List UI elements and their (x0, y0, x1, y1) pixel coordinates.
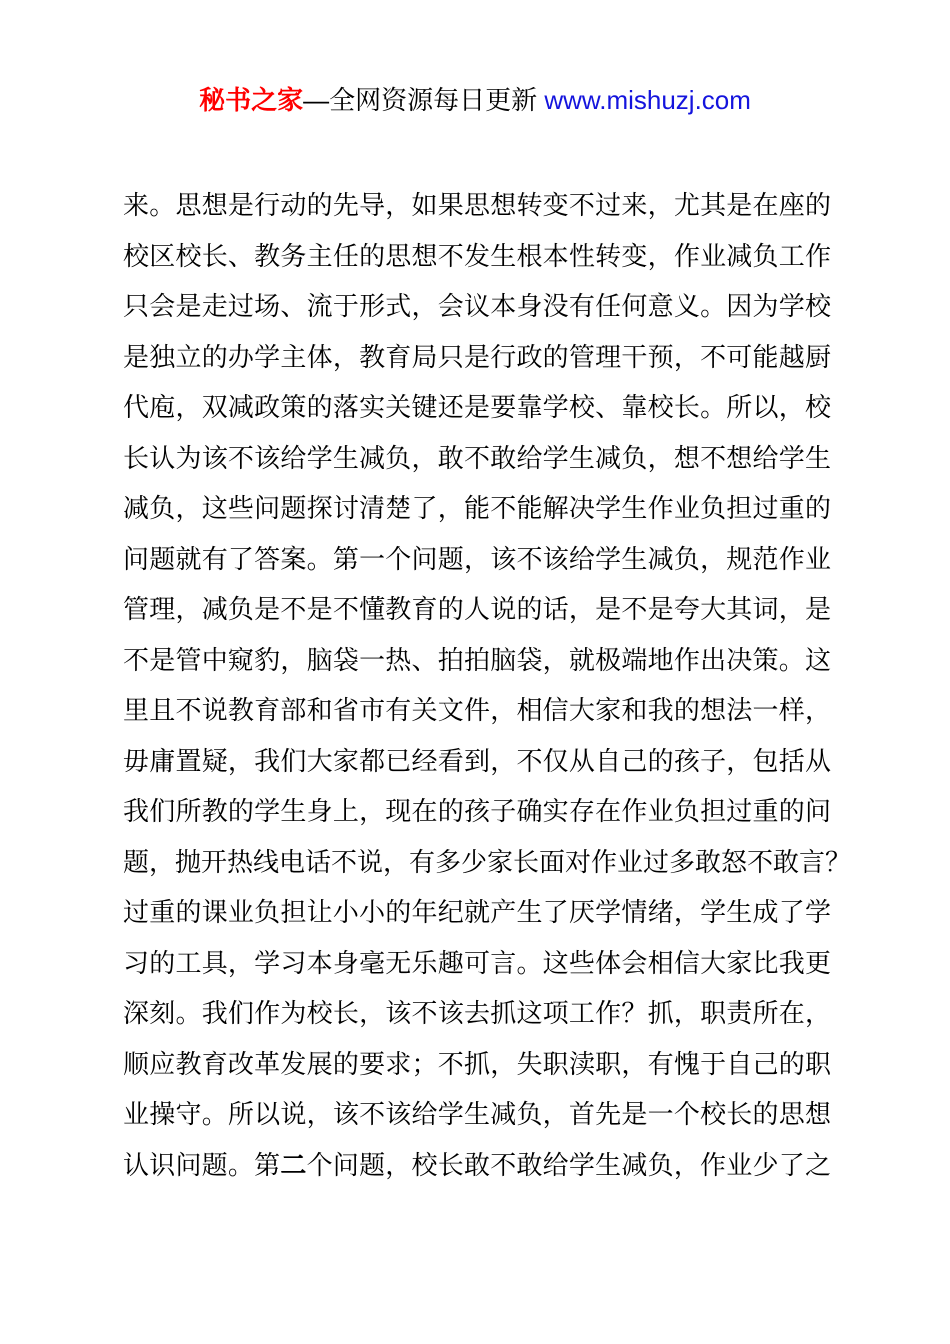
text-line: 业操守。所以说，该不该给学生减负，首先是一个校长的思想 (123, 1099, 831, 1129)
page-header (0, 82, 950, 118)
text-line: 代庖，双减政策的落实关键还是要靠学校、靠校长。所以，校 (123, 392, 831, 422)
site-brand: 秘书之家 (199, 85, 304, 115)
text-line: 毋庸置疑，我们大家都已经看到，不仅从自己的孩子，包括从 (123, 745, 831, 776)
text-line: 问题就有了答案。第一个问题，该不该给学生减负，规范作业 (123, 543, 831, 574)
text-line: 减负，这些问题探讨清楚了，能不能解决学生作业负担过重的 (123, 493, 831, 523)
text-line: 我们所教的学生身上，现在的孩子确实存在作业负担过重的问 (123, 796, 831, 826)
bold-text-segment: 二 (280, 1149, 307, 1180)
text-segment: 个问题，校长敢不敢给学生减负，作业少了之 (306, 1149, 831, 1180)
site-tagline: —全网资源每日更新 (303, 85, 545, 115)
text-line: 习的工具，学习本身毫无乐趣可言。这些体会相信大家比我更 (123, 947, 831, 978)
text-line (123, 1140, 831, 1191)
text-line: 长认为该不该给学生减负，敢不敢给学生减负，想不想给学生 (123, 442, 831, 473)
text-line: 只会是走过场、流于形式，会议本身没有任何意义。因为学校 (123, 291, 831, 321)
text-line: 管理，减负是不是不懂教育的人说的话，是不是夸大其词，是 (123, 594, 831, 624)
text-line: 里且不说教育部和省市有关文件，相信大家和我的想法一样， (123, 695, 831, 725)
body-text (123, 180, 852, 1190)
text-line: 是独立的办学主体，教育局只是行政的管理干预，不可能越厨 (123, 341, 831, 372)
text-segment: 认识问题。第 (123, 1149, 281, 1180)
site-url-link[interactable]: www.mishuzj.com (544, 85, 751, 115)
text-line: 校区校长、教务主任的思想不发生根本性转变，作业减负工作 (123, 240, 831, 271)
text-line: 顺应教育改革发展的要求；不抓，失职渎职，有愧于自己的职 (123, 1048, 831, 1079)
text-line: 深刻。我们作为校长，该不该去抓这项工作？抓，职责所在， (123, 998, 831, 1028)
text-line: 过重的课业负担让小小的年纪就产生了厌学情绪，学生成了学 (123, 897, 831, 927)
text-line: 题，抛开热线电话不说，有多少家长面对作业过多敢怒不敢言？ (123, 846, 852, 877)
text-line: 不是管中窥豹，脑袋一热、拍拍脑袋，就极端地作出决策。这 (123, 644, 831, 675)
text-line: 来。思想是行动的先导，如果思想转变不过来，尤其是在座的 (123, 190, 831, 220)
